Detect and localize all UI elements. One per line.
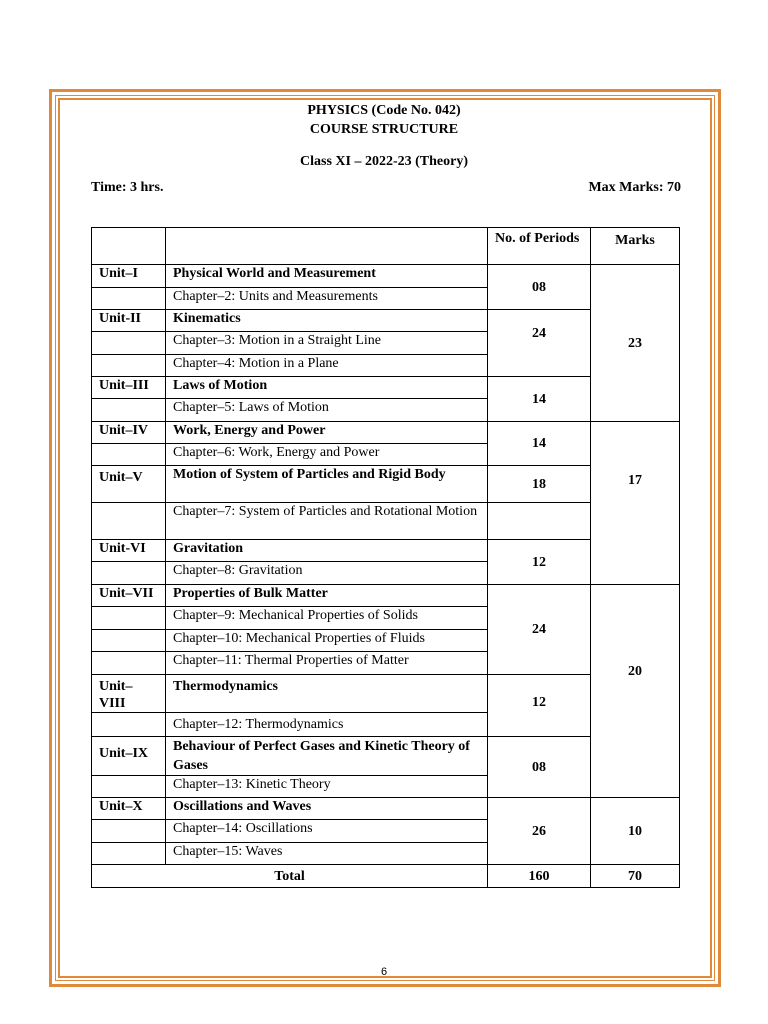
periods-cell: 12 (488, 675, 591, 737)
unit-cell: Unit–VIII (92, 675, 166, 713)
document-subtitle: COURSE STRUCTURE (309, 122, 459, 137)
total-marks: 70 (591, 865, 680, 888)
chapter-cell: Chapter–15: Waves (166, 843, 488, 865)
unit-cell-empty (92, 713, 166, 737)
unit-cell-empty (92, 630, 166, 652)
chapter-cell: Chapter–5: Laws of Motion (166, 399, 488, 422)
unit-topic: Motion of System of Particles and Rigid Body (166, 466, 488, 503)
marks-cell: 20 (591, 585, 680, 798)
page-number: 6 (380, 966, 388, 978)
unit-topic: Oscillations and Waves (166, 798, 488, 820)
periods-cell: 14 (488, 377, 591, 422)
header-topic-cell (166, 228, 488, 265)
unit-topic: Properties of Bulk Matter (166, 585, 488, 607)
unit-topic: Physical World and Measurement (166, 265, 488, 288)
unit-topic: Gravitation (166, 540, 488, 562)
unit-cell: Unit–IX (92, 737, 166, 776)
unit-topic: Behaviour of Perfect Gases and Kinetic Theory of Gases (166, 737, 488, 776)
chapter-cell: Chapter–14: Oscillations (166, 820, 488, 843)
unit-cell-empty (92, 843, 166, 865)
periods-cell: 26 (488, 798, 591, 865)
unit-cell: Unit-VI (92, 540, 166, 562)
periods-cell: 08 (488, 265, 591, 310)
chapter-cell: Chapter–10: Mechanical Properties of Fluids (166, 630, 488, 652)
unit-cell: Unit–V (92, 466, 166, 503)
marks-cell: 23 (591, 265, 680, 422)
chapter-cell: Chapter–11: Thermal Properties of Matter (166, 652, 488, 675)
unit-cell-empty (92, 503, 166, 540)
chapter-cell: Chapter–2: Units and Measurements (166, 288, 488, 310)
chapter-cell: Chapter–8: Gravitation (166, 562, 488, 585)
unit-cell-empty (92, 288, 166, 310)
unit-cell-empty (92, 332, 166, 355)
unit-cell-empty (92, 444, 166, 466)
unit-cell-empty (92, 776, 166, 798)
table-header-row (92, 228, 680, 265)
unit-cell: Unit–IV (92, 422, 166, 444)
periods-cell: 24 (488, 310, 591, 377)
course-structure-table (91, 227, 680, 888)
table-row (92, 265, 680, 288)
unit-cell-empty (92, 355, 166, 377)
periods-cell: 12 (488, 540, 591, 585)
total-label: Total (92, 865, 488, 888)
unit-cell-empty (92, 820, 166, 843)
unit-cell: Unit–VII (92, 585, 166, 607)
unit-cell: Unit–X (92, 798, 166, 820)
unit-topic: Thermodynamics (166, 675, 488, 713)
chapter-cell: Chapter–6: Work, Energy and Power (166, 444, 488, 466)
unit-cell-empty (92, 652, 166, 675)
unit-cell-empty (92, 607, 166, 630)
header-unit-cell (92, 228, 166, 265)
chapter-cell: Chapter–9: Mechanical Properties of Solids (166, 607, 488, 630)
unit-cell-empty (92, 399, 166, 422)
unit-cell: Unit–I (92, 265, 166, 288)
max-marks-label: Max Marks: 70 (588, 180, 681, 195)
marks-cell: 17 (591, 422, 680, 585)
unit-topic: Laws of Motion (166, 377, 488, 399)
document-title: PHYSICS (Code No. 042) (307, 103, 461, 118)
unit-topic: Work, Energy and Power (166, 422, 488, 444)
time-label: Time: 3 hrs. (91, 180, 164, 195)
marks-cell: 10 (591, 798, 680, 865)
periods-cell: 18 (488, 466, 591, 503)
header-periods: No. of Periods (488, 228, 591, 265)
table-row (92, 422, 680, 444)
unit-topic: Kinematics (166, 310, 488, 332)
table-row (92, 585, 680, 607)
table-row (92, 798, 680, 820)
chapter-cell: Chapter–3: Motion in a Straight Line (166, 332, 488, 355)
periods-cell: 14 (488, 422, 591, 466)
chapter-cell: Chapter–13: Kinetic Theory (166, 776, 488, 798)
periods-cell: 08 (488, 737, 591, 798)
total-row (92, 865, 680, 888)
class-line: Class XI – 2022-23 (Theory) (300, 154, 468, 169)
periods-cell-empty (488, 503, 591, 540)
unit-cell-empty (92, 562, 166, 585)
chapter-cell: Chapter–7: System of Particles and Rotational Motion (166, 503, 488, 540)
chapter-cell: Chapter–12: Thermodynamics (166, 713, 488, 737)
total-periods: 160 (488, 865, 591, 888)
unit-cell: Unit-II (92, 310, 166, 332)
unit-cell: Unit–III (92, 377, 166, 399)
chapter-cell: Chapter–4: Motion in a Plane (166, 355, 488, 377)
header-marks: Marks (591, 228, 680, 265)
periods-cell: 24 (488, 585, 591, 675)
